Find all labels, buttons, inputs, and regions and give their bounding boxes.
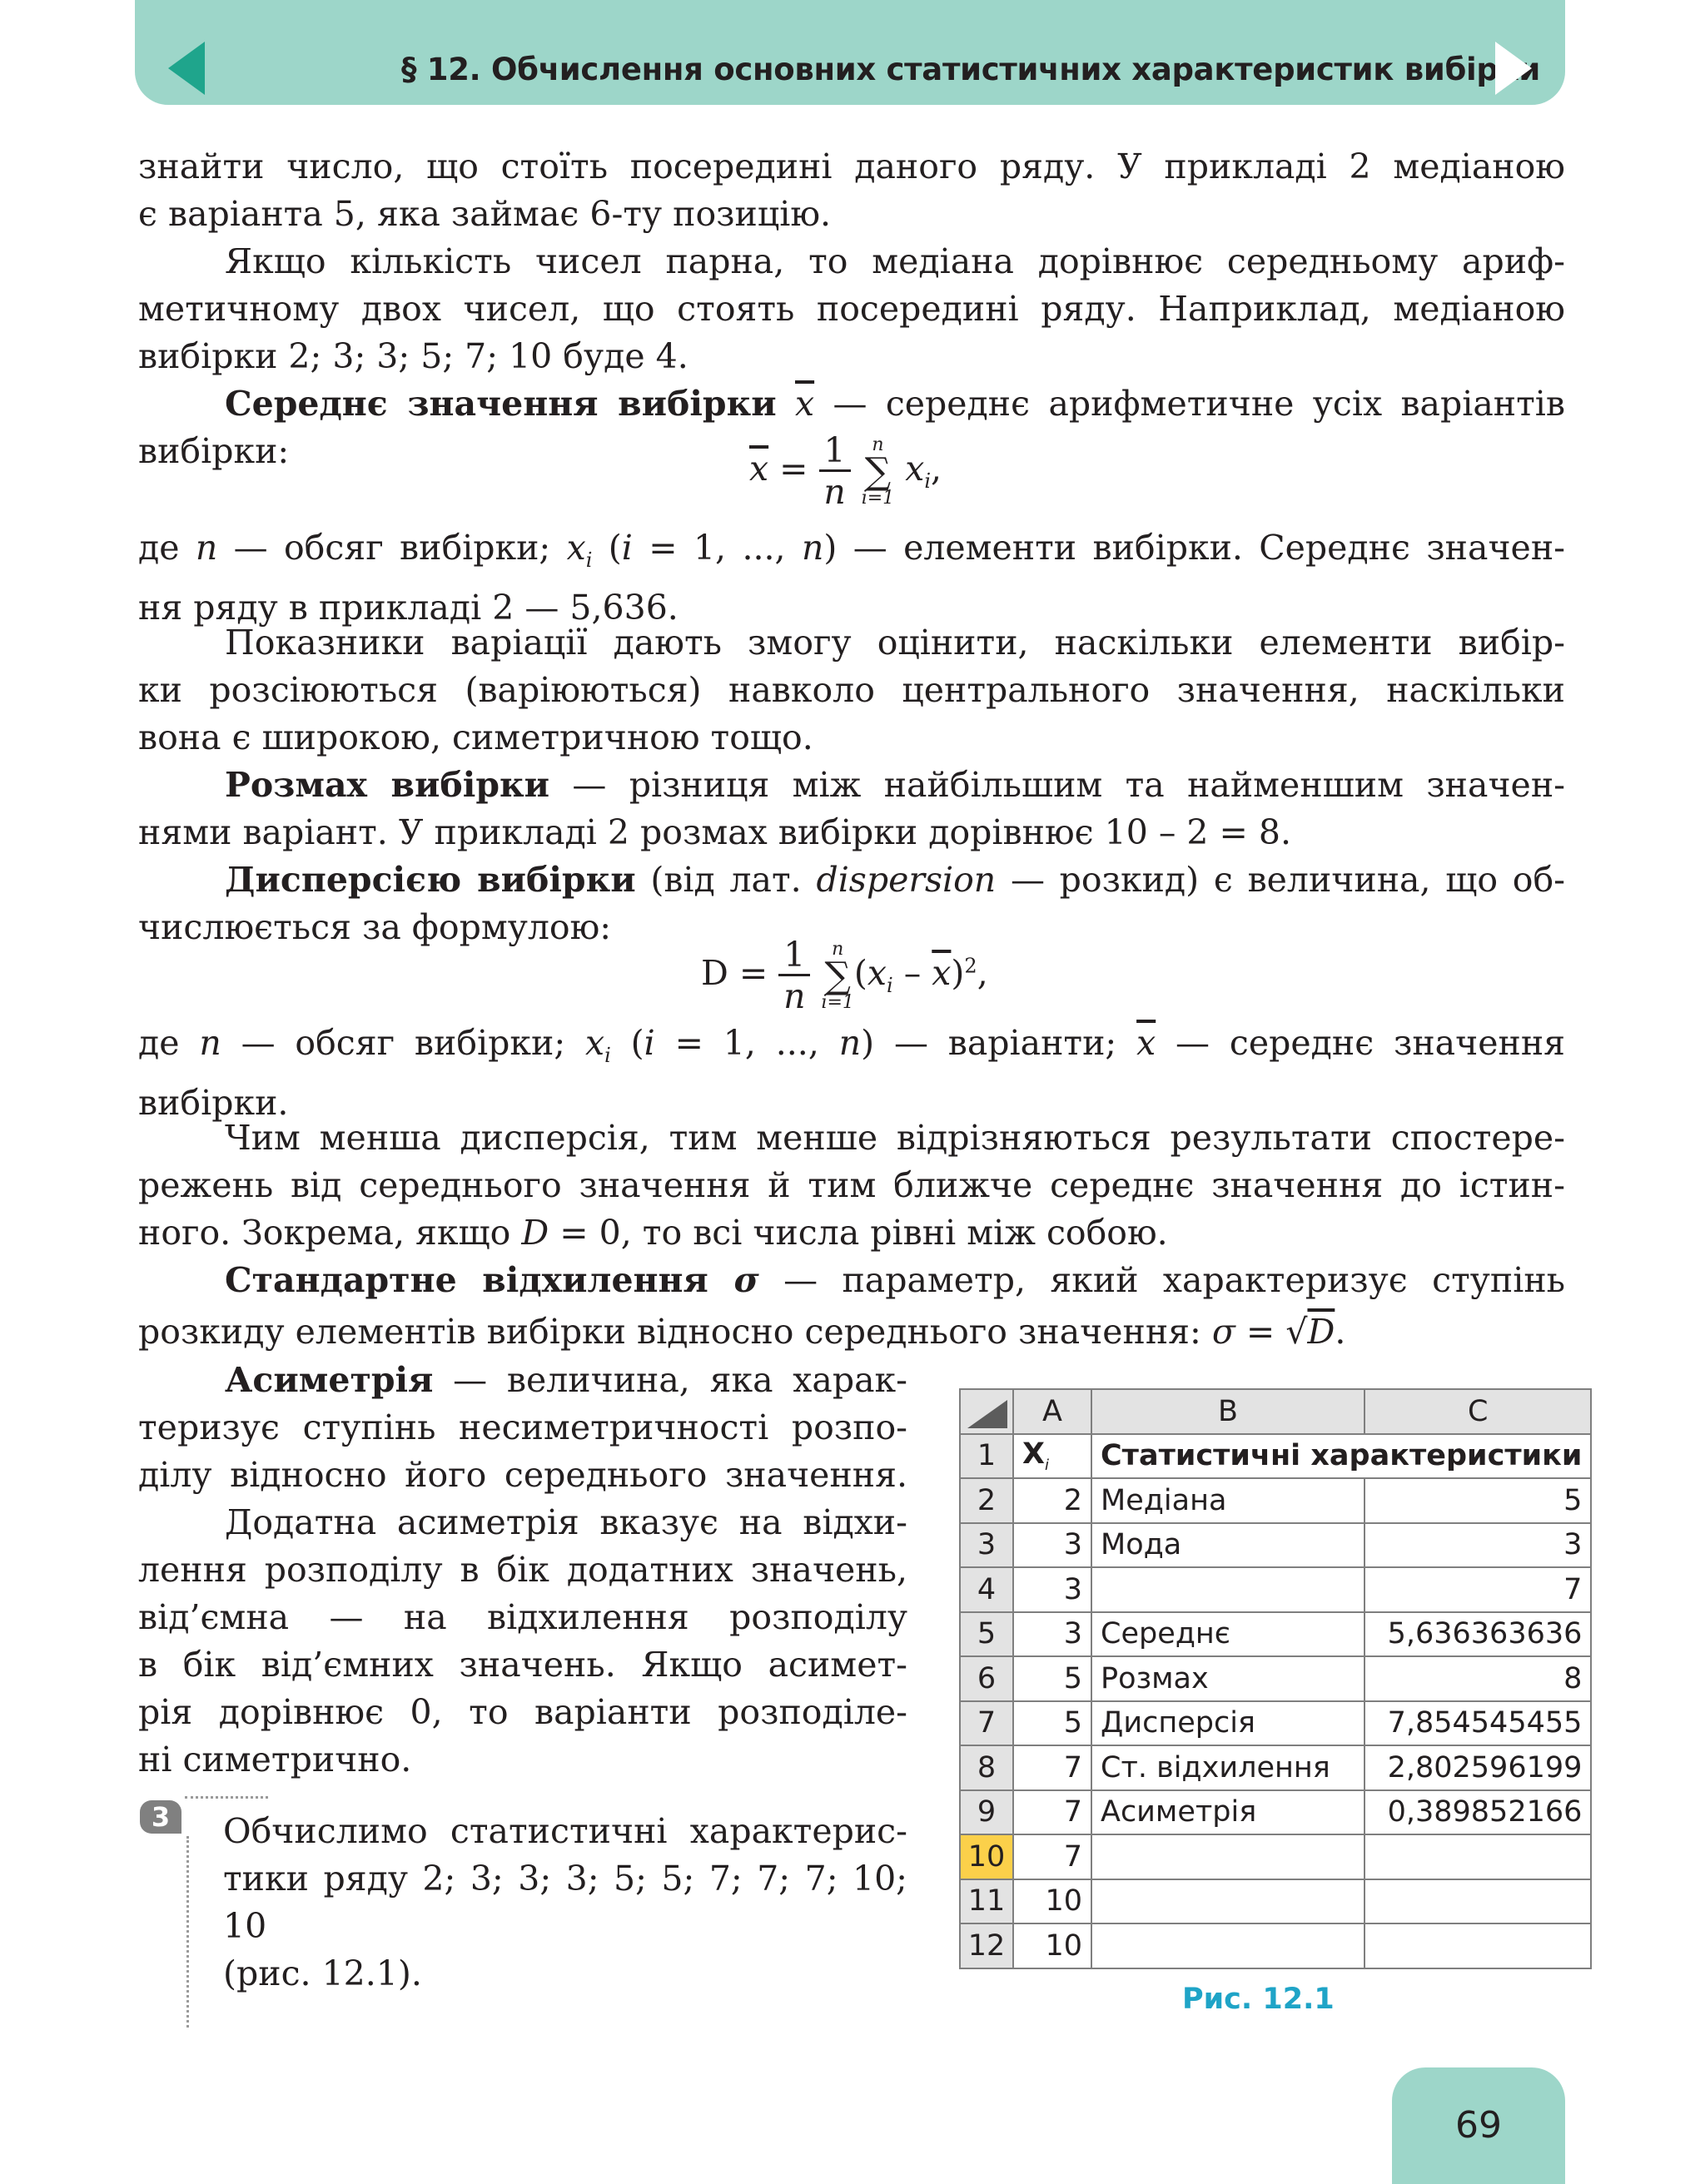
std-definition: Стандартне відхилення σ — параметр, який характеризує ступінь розкиду елементів вибірки відносно середнього значення: σ = √D.: [138, 1260, 1565, 1352]
cell[interactable]: [1091, 1879, 1364, 1924]
example-badge: 3: [140, 1800, 181, 1834]
select-all-corner[interactable]: [960, 1389, 1013, 1434]
cell[interactable]: Розмах: [1091, 1656, 1364, 1701]
row-header[interactable]: 12: [960, 1923, 1013, 1968]
cell[interactable]: [1364, 1923, 1591, 1968]
row-header[interactable]: 7: [960, 1701, 1013, 1746]
table-row: [960, 1923, 1591, 1968]
cell[interactable]: Ст. відхилення: [1091, 1745, 1364, 1790]
cell[interactable]: 2: [1013, 1478, 1091, 1523]
row-header[interactable]: 8: [960, 1745, 1013, 1790]
table-row: [960, 1879, 1591, 1924]
table-row: [960, 1790, 1591, 1835]
range-definition: Розмах вибірки — різниця між найбільшим та найменшим значен- нями варіант. У прикладі 2 розмах вибірки дорівнює 10 – 2 = 8.: [138, 765, 1565, 852]
table-row: [960, 1567, 1591, 1612]
dispersion-definition: Дисперсією вибірки (від лат. dispersion — розкид) є величина, що об- числюється за формулою:: [138, 860, 1566, 947]
cell[interactable]: 2,802596199: [1364, 1745, 1591, 1790]
column-header-b[interactable]: B: [1091, 1389, 1364, 1434]
asymmetry-definition: Асиметрія — величина, яка харак- теризує ступінь несиметричності розпо- ділу відносно його середнього значення. Додатна асиметрія вказує на відхи- лення розподілу в бік додатних значень, від’ємна — на відхилення розподілу в бік від’ємних значень. Якщо асимет- рія дорівнює 0, то варіанти розподіле- ні симетрично.: [138, 1360, 907, 1779]
row-header-selected[interactable]: 10: [960, 1834, 1013, 1879]
example-divider: [185, 1796, 268, 1799]
row-header[interactable]: 11: [960, 1879, 1013, 1924]
page-header: [135, 0, 1565, 105]
cell[interactable]: 0,389852166: [1364, 1790, 1591, 1835]
paragraph-even-count: Якщо кількість чисел парна, то медіана дорівнює середньому ариф- метичному двох чисел, що стоять посередині ряду. Наприклад, медіаною вибірки 2; 3; 3; 5; 7; 10 буде 4.: [138, 241, 1565, 376]
column-header-c[interactable]: C: [1364, 1389, 1591, 1434]
cell[interactable]: Середнє: [1091, 1612, 1364, 1657]
cell[interactable]: Медіана: [1091, 1478, 1364, 1523]
cell[interactable]: 3: [1013, 1523, 1091, 1568]
row-header[interactable]: 4: [960, 1567, 1013, 1612]
cell[interactable]: [1091, 1923, 1364, 1968]
paragraph-median-end: знайти число, що стоїть посередині даного ряду. У прикладі 2 медіаною є варіанта 5, яка займає 6-ту позицію.: [138, 146, 1565, 234]
cell[interactable]: 7,854545455: [1364, 1701, 1591, 1746]
mean-definition: Середнє значення вибірки $\overline{x}$ — середнє арифметичне усіх варіантів вибірки:: [138, 384, 1565, 471]
section-title: § 12. Обчислення основних статистичних характеристик вибірки: [401, 52, 1540, 87]
row-header[interactable]: 1: [960, 1434, 1013, 1479]
row-header[interactable]: 2: [960, 1478, 1013, 1523]
cell[interactable]: Статистичні характеристики: [1091, 1434, 1591, 1479]
table-row: [960, 1656, 1591, 1701]
select-all-icon: [967, 1400, 1007, 1428]
cell[interactable]: $X_i$: [1013, 1434, 1091, 1479]
mean-explanation: де n — обсяг вибірки; $x_i$ (i = 1, ..., n) — елементи вибірки. Середнє значен- ня ряду в прикладі 2 — 5,636.: [138, 528, 1566, 628]
cell[interactable]: 5: [1013, 1701, 1091, 1746]
dispersion-formula: D = $\frac{1}{n}$ n ∑ $i=1(x_i - \overline{x})^2$,: [701, 935, 988, 1016]
cell[interactable]: 3: [1013, 1567, 1091, 1612]
table-row: [960, 1745, 1591, 1790]
cell[interactable]: 8: [1364, 1656, 1591, 1701]
cell[interactable]: 7: [1013, 1790, 1091, 1835]
cell[interactable]: [1364, 1879, 1591, 1924]
dispersion-explanation: де n — обсяг вибірки; $x_i$ (i = 1, ..., n) — варіанти; $\overline{x}$ — середнє значення вибірки.: [138, 1023, 1566, 1124]
figure-caption: Рис. 12.1: [1182, 1983, 1335, 2016]
example-text: Обчислимо статистичні характерис- тики ряду 2; 3; 3; 3; 5; 5; 7; 7; 7; 10; 10 (рис. 12.1).: [223, 1811, 907, 1993]
example-margin-line: [186, 1836, 189, 2028]
cell[interactable]: 7: [1364, 1567, 1591, 1612]
column-header-a[interactable]: A: [1013, 1389, 1091, 1434]
cell[interactable]: 10: [1013, 1879, 1091, 1924]
table-row: [960, 1478, 1591, 1523]
cell[interactable]: [1091, 1567, 1364, 1612]
cell[interactable]: [1091, 1834, 1364, 1879]
cell[interactable]: 10: [1013, 1923, 1091, 1968]
paragraph-variation: Показники варіації дають змогу оцінити, наскільки елементи вибір- ки розсіюються (варіюються) навколо центрального значення, наскільки вона є широкою, симетричною тощо.: [138, 623, 1565, 757]
prev-arrow-icon[interactable]: [168, 42, 205, 95]
row-header[interactable]: 3: [960, 1523, 1013, 1568]
mean-formula: $\overline{x}$ = $\frac{1}{n}$ n ∑ i=1 $x_i$,: [749, 430, 942, 512]
cell[interactable]: 5,636363636: [1364, 1612, 1591, 1657]
table-row: [960, 1523, 1591, 1568]
page-number-tab: [1392, 2067, 1565, 2184]
cell[interactable]: Дисперсія: [1091, 1701, 1364, 1746]
table-row: [960, 1434, 1591, 1479]
cell[interactable]: [1364, 1834, 1591, 1879]
table-row: [960, 1834, 1591, 1879]
table-row: [960, 1701, 1591, 1746]
page-number: 69: [1455, 2104, 1502, 2147]
cell[interactable]: 5: [1364, 1478, 1591, 1523]
spreadsheet: [959, 1388, 1592, 1969]
cell[interactable]: 7: [1013, 1834, 1091, 1879]
cell[interactable]: 5: [1013, 1656, 1091, 1701]
cell[interactable]: 3: [1013, 1612, 1091, 1657]
row-header[interactable]: 9: [960, 1790, 1013, 1835]
row-header[interactable]: 6: [960, 1656, 1013, 1701]
next-arrow-icon[interactable]: [1495, 42, 1532, 95]
cell[interactable]: Мода: [1091, 1523, 1364, 1568]
paragraph-small-dispersion: Чим менша дисперсія, тим менше відрізняються результати спостере- режень від середнього значення й тим ближче середнє значення до істин- ного. Зокрема, якщо D = 0, то всі числа рівні між собою.: [138, 1118, 1565, 1253]
cell[interactable]: Асиметрія: [1091, 1790, 1364, 1835]
cell[interactable]: 3: [1364, 1523, 1591, 1568]
table-row: [960, 1612, 1591, 1657]
cell[interactable]: 7: [1013, 1745, 1091, 1790]
row-header[interactable]: 5: [960, 1612, 1013, 1657]
